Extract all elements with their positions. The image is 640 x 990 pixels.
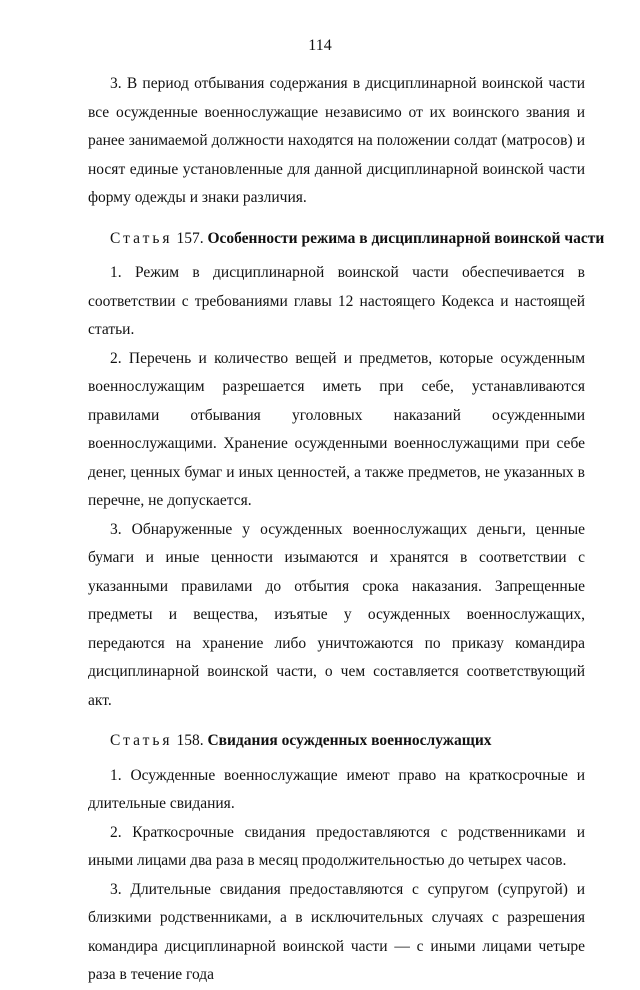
article-label: Статья (110, 732, 173, 749)
document-body (88, 70, 605, 990)
article-title: Свидания осужденных военнослужащих (207, 732, 492, 749)
article-label: Статья (110, 229, 173, 247)
article-158-paragraph-2: 2. Краткосрочные свидания предоставляются с родственниками и иными лицами два раза в месяц продолжительностью до четырех часов. (88, 823, 585, 869)
article-number: 157. (176, 229, 204, 247)
article-number: 158. (176, 732, 204, 749)
article-157-paragraph-2: 2. Перечень и количество вещей и предметов, которые осужденным военнослужащим разрешается иметь при себе, устанавливаются правилами отбывания уголовных наказаний осужденными военнослужащими. Хранение осужденными военнослужащими при себе денег, ценных бумаг и иных ценностей, а также предметов, не указанных в перечне, не допускается. (88, 349, 585, 509)
article-158-paragraph-3: 3. Длительные свидания предоставляются с супругом (супругой) и близкими родственниками, а в исключительных случаях с разрешения командира дисциплинарной воинской части — с иными лицами четыре раза в течение года (88, 880, 585, 983)
page-number: 114 (308, 37, 332, 54)
paragraph-intro-3: 3. В период отбывания содержания в дисциплинарной воинской части все осужденные военнослужащие независимо от их воинского звания и ранее занимаемой должности находятся на положении солдат (матросов) и носят единые установленные для данной дисциплинарной воинской части форму одежды и знаки различия. (88, 75, 585, 206)
article-158-heading (88, 727, 585, 756)
article-157-paragraph-1: 1. Режим в дисциплинарной воинской части обеспечивается в соответствии с требованиями главы 12 настоящего Кодекса и настоящей статьи. (88, 264, 585, 338)
article-158-paragraph-1: 1. Осужденные военнослужащие имеют право на краткосрочные и длительные свидания. (88, 766, 585, 812)
article-157-paragraph-3: 3. Обнаруженные у осужденных военнослужащих деньги, ценные бумаги и иные ценности изымаются и хранятся в соответствии с указанными правилами до отбытия срока наказания. Запрещенные предметы и вещества, изъятые у осужденных военнослужащих, передаются на хранение либо уничтожаются по приказу командира дисциплинарной воинской части, о чем составляется соответствующий акт. (88, 520, 585, 709)
article-157-heading (88, 225, 605, 254)
article-title: Особенности режима в дисциплинарной воинской части (207, 229, 605, 247)
